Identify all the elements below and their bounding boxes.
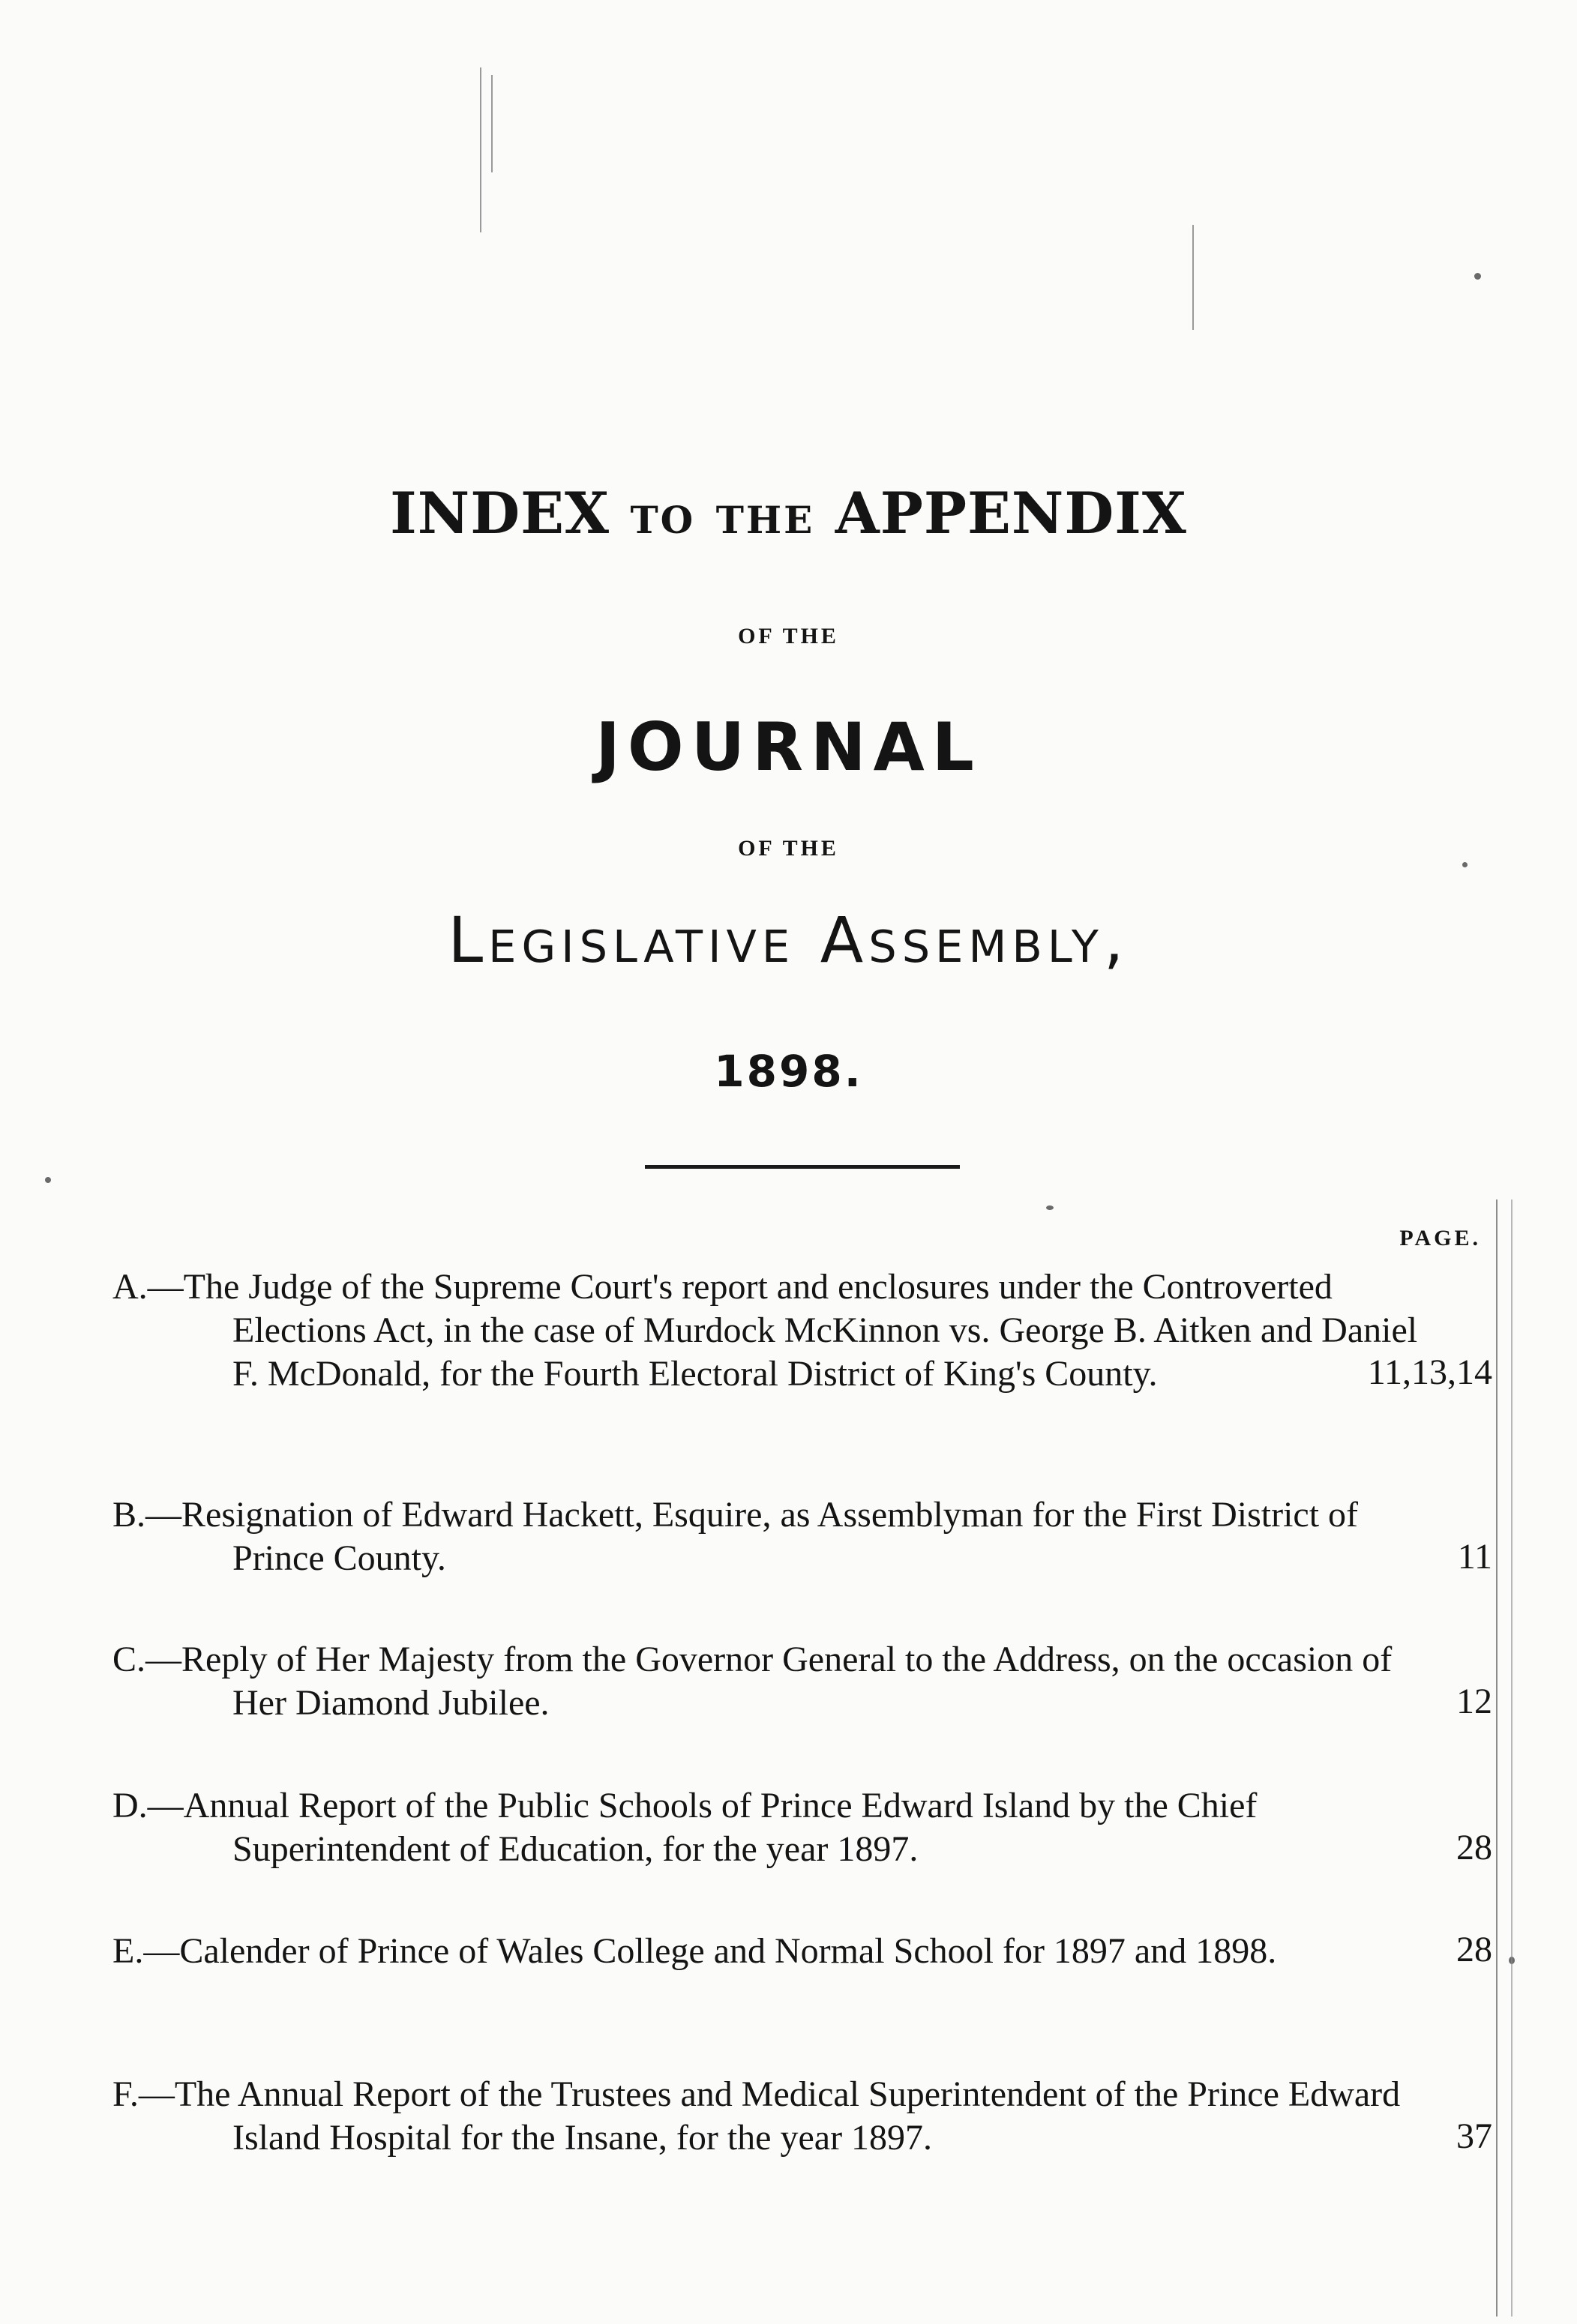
- entry-description: —The Annual Report of the Trustees and Medical Superintendent of the Prince Edward Island Hospital for the Insane, for the year 1897.: [138, 2074, 1401, 2158]
- heading-index-word: INDEX: [390, 480, 610, 547]
- entry-letter: B.: [112, 1495, 146, 1535]
- index-entry-f: [112, 2073, 1492, 2160]
- entry-description: —Annual Report of the Public Schools of Prince Edward Island by the Chief Superintendent of Education, for the year 1897.: [147, 1786, 1258, 1869]
- entry-page-number: 28: [1456, 1930, 1492, 1969]
- scan-scratch: [491, 75, 493, 172]
- scan-edge-line: [1511, 1199, 1513, 2317]
- heading-journal: JOURNAL: [595, 708, 982, 786]
- index-entry-a: [112, 1265, 1492, 1396]
- entry-text: [112, 1493, 1432, 1580]
- entry-description: —Reply of Her Majesty from the Governor General to the Address, on the occasion of Her Diamond Jubilee.: [145, 1640, 1393, 1723]
- entry-text: [112, 1638, 1432, 1725]
- entry-page-number: 28: [1456, 1828, 1492, 1867]
- entry-letter: D.: [112, 1786, 148, 1825]
- entry-description: —Resignation of Edward Hackett, Esquire, as Assemblyman for the First District of Prince County.: [145, 1495, 1359, 1578]
- entry-text: [112, 2073, 1432, 2160]
- subheading-of-the-1: OF THE: [738, 624, 839, 648]
- scan-scratch: [1192, 225, 1194, 330]
- heading-to-word: TO: [630, 498, 696, 542]
- entry-description: —The Judge of the Supreme Court's report and enclosures under the Controverted Elections Act, in the case of Murdock McKinnon vs. George B. Aitken and Daniel F. McDonald, for the Fourth Electoral District of King's County.: [147, 1267, 1418, 1394]
- heading-legislative-assembly: Legislative Assembly,: [448, 903, 1129, 977]
- entry-description: —Calender of Prince of Wales College and Normal School for 1897 and 1898.: [143, 1931, 1277, 1971]
- index-entry-e: [112, 1930, 1492, 1973]
- entry-letter: A.: [112, 1267, 148, 1307]
- heading-the-word: THE: [715, 498, 815, 542]
- scan-speck: [45, 1177, 51, 1183]
- title-divider-rule: [645, 1165, 960, 1169]
- scan-speck: [1462, 862, 1468, 867]
- heading-index-to-the-appendix: [0, 480, 1577, 547]
- entry-letter: C.: [112, 1640, 146, 1679]
- entry-page-number: 11: [1457, 1537, 1492, 1577]
- index-entry-b: [112, 1493, 1492, 1580]
- entry-page-number: 12: [1456, 1682, 1492, 1721]
- scan-speck: [1474, 273, 1481, 280]
- entry-page-number: 37: [1456, 2116, 1492, 2156]
- entry-text: [112, 1784, 1432, 1871]
- entry-text: [112, 1930, 1432, 1973]
- heading-appendix-word: APPENDIX: [835, 480, 1187, 547]
- entry-letter: E.: [112, 1931, 144, 1971]
- scan-speck: [1046, 1205, 1054, 1210]
- heading-year: 1898.: [714, 1046, 863, 1097]
- subheading-of-the-2: OF THE: [738, 836, 839, 861]
- index-entry-c: [112, 1638, 1492, 1725]
- scan-edge-line: [1496, 1199, 1498, 2317]
- entry-page-number: 11,13,14: [1367, 1352, 1492, 1392]
- entry-letter: F.: [112, 2074, 139, 2114]
- index-entry-d: [112, 1784, 1492, 1871]
- entry-text: [112, 1265, 1432, 1396]
- page-column-header: PAGE.: [1399, 1226, 1481, 1250]
- scan-scratch: [480, 67, 481, 232]
